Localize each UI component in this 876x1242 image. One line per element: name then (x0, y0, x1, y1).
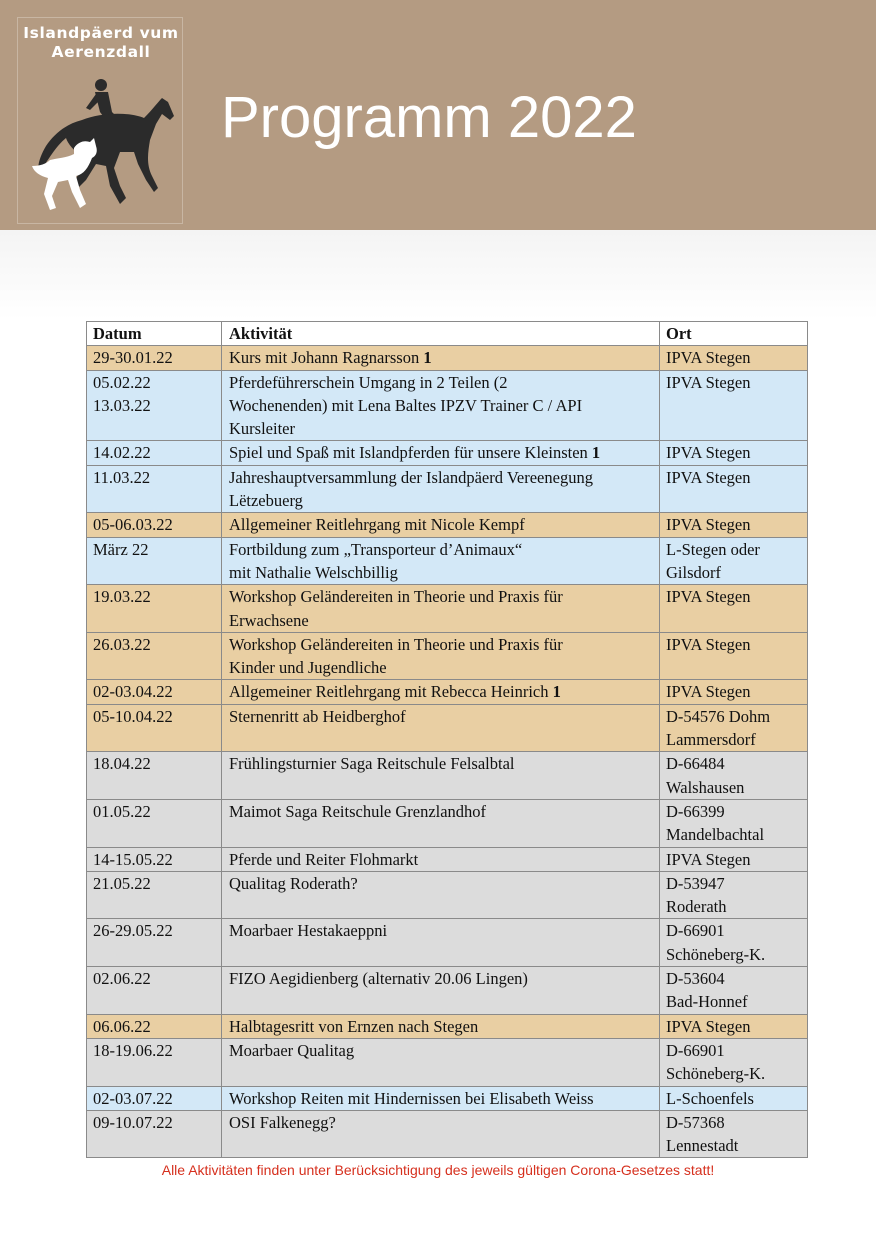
corona-note: Alle Aktivitäten finden unter Berücksichtigung des jeweils gültigen Corona-Gesetzes statt! (161, 1162, 715, 1178)
date-cell (87, 680, 222, 704)
date-line: 02-03.07.22 (93, 1088, 173, 1108)
activity-line (229, 1039, 653, 1062)
column-header-place: Ort (660, 322, 808, 346)
date-line: 13.03.22 (93, 395, 151, 415)
table-body (87, 346, 808, 1158)
activity-line (229, 967, 653, 990)
place-line: Lammersdorf (666, 730, 756, 750)
date-cell (87, 847, 222, 871)
place-line: D-53604 (666, 969, 725, 989)
logo-line-1: Islandpäerd vum (23, 24, 179, 42)
activity-text: Allgemeiner Reitlehrgang mit Rebecca Heinrich (229, 682, 553, 702)
activity-line (229, 346, 653, 369)
place-line: Gilsdorf (666, 562, 721, 582)
activity-cell (222, 680, 660, 704)
table-row (87, 704, 808, 752)
activity-text: Fortbildung zum „Transporteur d’Animaux“ (229, 539, 523, 559)
activity-marker: 1 (591, 443, 601, 463)
table-row (87, 847, 808, 871)
activity-cell (222, 465, 660, 513)
table-row (87, 1110, 808, 1158)
place-line: Schöneberg-K. (666, 1064, 766, 1084)
activity-text: Spiel und Spaß mit Islandpferden für unsere Kleinsten (229, 443, 592, 463)
place-line: D-57368 (666, 1112, 725, 1132)
activity-text: Moarbaer Qualitag (229, 1040, 355, 1060)
activity-line (229, 538, 653, 561)
place-cell (660, 704, 808, 752)
place-cell (660, 537, 808, 585)
column-header-activity: Aktivität (222, 322, 660, 346)
date-line: 06.06.22 (93, 1016, 151, 1036)
date-line: 19.03.22 (93, 587, 151, 607)
activity-line (229, 680, 653, 703)
activity-line (229, 513, 653, 536)
place-line: Mandelbachtal (666, 825, 765, 845)
table-row (87, 465, 808, 513)
activity-text: Sternenritt ab Heidberghof (229, 706, 406, 726)
program-table (86, 321, 808, 1158)
activity-text: FIZO Aegidienberg (alternativ 20.06 Lingen) (229, 969, 528, 989)
activity-line (229, 800, 653, 823)
place-line: IPVA Stegen (666, 348, 751, 368)
date-line: 14.02.22 (93, 443, 151, 463)
place-line: Roderath (666, 897, 727, 917)
date-cell (87, 967, 222, 1015)
table-row (87, 585, 808, 633)
date-line: 01.05.22 (93, 801, 151, 821)
activity-cell (222, 513, 660, 537)
date-line: 26.03.22 (93, 634, 151, 654)
place-cell (660, 370, 808, 441)
place-cell (660, 632, 808, 680)
activity-cell (222, 632, 660, 680)
activity-text: Maimot Saga Reitschule Grenzlandhof (229, 801, 487, 821)
place-line: D-53947 (666, 873, 725, 893)
activity-cell (222, 847, 660, 871)
place-line: IPVA Stegen (666, 587, 751, 607)
activity-line (229, 633, 653, 656)
activity-text: Frühlingsturnier Saga Reitschule Felsalbtal (229, 754, 515, 774)
place-cell (660, 346, 808, 370)
activity-cell (222, 752, 660, 800)
logo-text (18, 24, 184, 62)
place-cell (660, 1038, 808, 1086)
place-cell (660, 871, 808, 919)
date-cell (87, 537, 222, 585)
place-line: IPVA Stegen (666, 682, 751, 702)
date-cell (87, 370, 222, 441)
header-banner (0, 0, 876, 230)
place-line: IPVA Stegen (666, 443, 751, 463)
activity-cell (222, 1014, 660, 1038)
place-line: D-66901 (666, 921, 725, 941)
activity-cell (222, 704, 660, 752)
place-cell (660, 847, 808, 871)
date-line: 02-03.04.22 (93, 682, 173, 702)
date-line: 02.06.22 (93, 969, 151, 989)
activity-line (229, 1087, 653, 1110)
table-row (87, 370, 808, 441)
place-line: IPVA Stegen (666, 467, 751, 487)
place-cell (660, 513, 808, 537)
table-row (87, 680, 808, 704)
activity-text: Erwachsene (229, 610, 309, 630)
place-line: D-66484 (666, 754, 725, 774)
activity-text: Workshop Geländereiten in Theorie und Praxis für (229, 634, 563, 654)
table-row (87, 346, 808, 370)
table-row (87, 1038, 808, 1086)
place-cell (660, 441, 808, 465)
activity-line (229, 371, 653, 394)
place-line: IPVA Stegen (666, 1016, 751, 1036)
place-line: Bad-Honnef (666, 992, 748, 1012)
activity-text: Workshop Reiten mit Hindernissen bei Elisabeth Weiss (229, 1088, 594, 1108)
place-cell (660, 752, 808, 800)
place-line: Lennestadt (666, 1136, 739, 1156)
place-cell (660, 465, 808, 513)
activity-cell (222, 370, 660, 441)
activity-text: Kurs mit Johann Ragnarsson (229, 348, 424, 368)
activity-line (229, 752, 653, 775)
table-row (87, 799, 808, 847)
place-cell (660, 919, 808, 967)
place-cell (660, 585, 808, 633)
date-line: 11.03.22 (93, 467, 151, 487)
date-cell (87, 1086, 222, 1110)
table-row (87, 752, 808, 800)
logo-line-2: Aerenzdall (51, 43, 151, 61)
activity-cell (222, 346, 660, 370)
activity-cell (222, 1110, 660, 1158)
date-cell (87, 513, 222, 537)
date-line: März 22 (93, 539, 149, 559)
activity-cell (222, 1086, 660, 1110)
date-cell (87, 1110, 222, 1158)
activity-line (229, 441, 653, 464)
table-row (87, 1014, 808, 1038)
activity-line (229, 417, 653, 440)
place-cell (660, 967, 808, 1015)
activity-text: Halbtagesritt von Ernzen nach Stegen (229, 1016, 479, 1036)
date-cell (87, 1014, 222, 1038)
place-cell (660, 1014, 808, 1038)
place-line: IPVA Stegen (666, 634, 751, 654)
place-line: IPVA Stegen (666, 849, 751, 869)
activity-line (229, 919, 653, 942)
date-cell (87, 704, 222, 752)
activity-line (229, 609, 653, 632)
date-line: 09-10.07.22 (93, 1112, 173, 1132)
activity-cell (222, 585, 660, 633)
activity-line (229, 1015, 653, 1038)
date-line: 18-19.06.22 (93, 1040, 173, 1060)
date-line: 18.04.22 (93, 754, 151, 774)
activity-text: Kinder und Jugendliche (229, 658, 387, 678)
date-line: 26-29.05.22 (93, 921, 173, 941)
activity-marker: 1 (423, 348, 432, 368)
place-cell (660, 799, 808, 847)
date-cell (87, 919, 222, 967)
activity-text: Qualitag Roderath? (229, 873, 358, 893)
activity-text: Jahreshauptversammlung der Islandpäerd Vereenegung (229, 467, 593, 487)
activity-line (229, 561, 653, 584)
activity-cell (222, 919, 660, 967)
activity-text: Moarbaer Hestakaeppni (229, 921, 388, 941)
table-row (87, 871, 808, 919)
date-cell (87, 441, 222, 465)
place-line: Schöneberg-K. (666, 944, 766, 964)
place-line: D-54576 Dohm (666, 706, 771, 726)
activity-text: Allgemeiner Reitlehrgang mit Nicole Kempf (229, 515, 525, 535)
table-row (87, 537, 808, 585)
page-title: Programm 2022 (221, 85, 637, 150)
activity-line (229, 1111, 653, 1134)
activity-text: Workshop Geländereiten in Theorie und Praxis für (229, 587, 563, 607)
activity-text: OSI Falkenegg? (229, 1112, 336, 1132)
activity-line (229, 848, 653, 871)
place-line: D-66901 (666, 1040, 725, 1060)
horse-and-rider-icon (22, 68, 180, 218)
activity-line (229, 585, 653, 608)
date-line: 05.02.22 (93, 372, 151, 392)
date-line: 05-06.03.22 (93, 515, 173, 535)
place-cell (660, 1086, 808, 1110)
date-line: 05-10.04.22 (93, 706, 173, 726)
date-cell (87, 465, 222, 513)
activity-line (229, 705, 653, 728)
place-cell (660, 1110, 808, 1158)
activity-line (229, 656, 653, 679)
place-line: L-Stegen oder (666, 539, 760, 559)
activity-cell (222, 537, 660, 585)
activity-cell (222, 1038, 660, 1086)
activity-text: Kursleiter (229, 419, 295, 439)
activity-text: Pferdeführerschein Umgang in 2 Teilen (2 (229, 372, 508, 392)
column-header-date: Datum (87, 322, 222, 346)
activity-line (229, 489, 653, 512)
activity-line (229, 394, 653, 417)
table-row (87, 919, 808, 967)
table-row (87, 513, 808, 537)
activity-line (229, 466, 653, 489)
activity-text: mit Nathalie Welschbillig (229, 562, 398, 582)
table-row (87, 632, 808, 680)
club-logo (17, 17, 183, 224)
table-row (87, 441, 808, 465)
activity-line (229, 872, 653, 895)
date-line: 29-30.01.22 (93, 348, 173, 368)
date-cell (87, 632, 222, 680)
date-cell (87, 585, 222, 633)
activity-text: Pferde und Reiter Flohmarkt (229, 849, 419, 869)
date-cell (87, 752, 222, 800)
place-line: IPVA Stegen (666, 372, 751, 392)
place-line: Walshausen (666, 777, 745, 797)
place-cell (660, 680, 808, 704)
place-line: D-66399 (666, 801, 725, 821)
activity-cell (222, 871, 660, 919)
activity-marker: 1 (552, 682, 561, 702)
activity-cell (222, 799, 660, 847)
date-cell (87, 871, 222, 919)
table-row (87, 1086, 808, 1110)
place-line: L-Schoenfels (666, 1088, 754, 1108)
date-cell (87, 799, 222, 847)
activity-text: Lëtzebuerg (229, 491, 303, 511)
date-line: 14-15.05.22 (93, 849, 173, 869)
table-row (87, 967, 808, 1015)
date-cell (87, 1038, 222, 1086)
date-line: 21.05.22 (93, 873, 151, 893)
header-fade (0, 230, 876, 320)
activity-cell (222, 441, 660, 465)
table-header-row (87, 322, 808, 346)
activity-text: Wochenenden) mit Lena Baltes IPZV Trainer C / API (229, 395, 583, 415)
place-line: IPVA Stegen (666, 515, 751, 535)
date-cell (87, 346, 222, 370)
activity-cell (222, 967, 660, 1015)
